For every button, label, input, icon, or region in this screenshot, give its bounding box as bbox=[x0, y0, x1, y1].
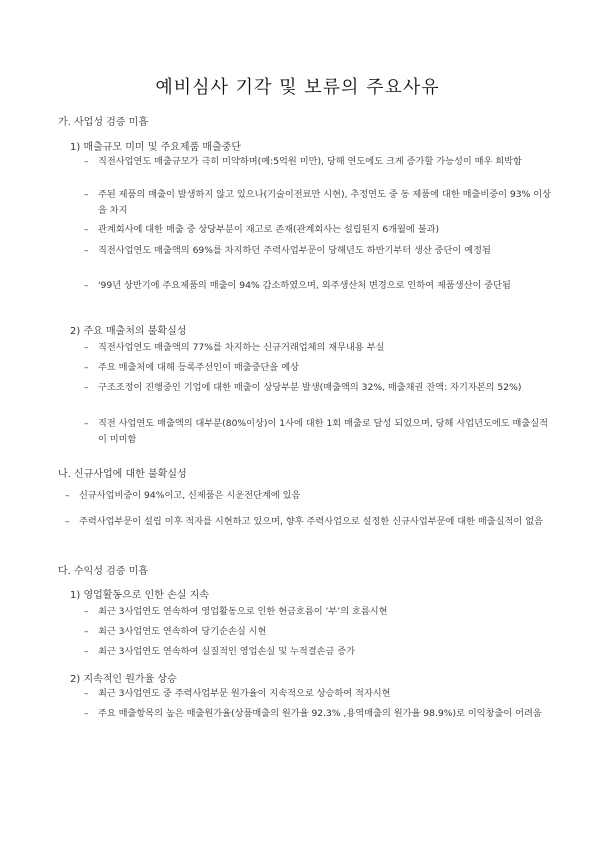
list-item bbox=[84, 340, 554, 356]
list-item-text: 직전사업연도 매출액의 69%를 차지하던 주력사업부문이 당해년도 하반기부터 생산 중단이 예정됨 bbox=[98, 245, 491, 256]
list-item bbox=[84, 154, 554, 170]
section-heading: 나. 신규사업에 대한 불확실성 bbox=[58, 469, 187, 480]
bullet-dash: – bbox=[84, 382, 89, 393]
bullet-dash: – bbox=[84, 418, 89, 429]
section-heading: 가. 사업성 검증 미흡 bbox=[58, 117, 148, 128]
subsection-heading: 2) 주요 매출처의 불확실성 bbox=[70, 326, 187, 337]
subsection-heading: 2) 지속적인 원가율 상승 bbox=[70, 674, 177, 685]
list-item-text: 최근 3사업연도 연속하여 실질적인 영업손실 및 누적결손금 증가 bbox=[98, 646, 356, 657]
list-item bbox=[65, 514, 555, 530]
subsection-heading: 1) 매출규모 미미 및 주요제품 매출중단 bbox=[70, 142, 242, 153]
list-item bbox=[84, 706, 554, 722]
bullet-dash: – bbox=[84, 189, 89, 200]
bullet-dash: – bbox=[84, 342, 89, 353]
list-item-text: 신규사업비중이 94%이고, 신제품은 시운전단계에 있음 bbox=[79, 490, 301, 501]
list-item-text: 주력사업부문이 설립 이후 적자를 시현하고 있으며, 향후 주력사업으로 설정한 신규사업부문에 대한 매출실적이 없음 bbox=[79, 516, 543, 527]
list-item bbox=[84, 243, 554, 259]
bullet-dash: – bbox=[84, 606, 89, 617]
list-item-text: 구조조정이 진행중인 기업에 대한 매출이 상당부분 발생(매출액의 32%, 매출채권 잔액: 자기자본의 52%) bbox=[98, 382, 522, 393]
list-item-text: 최근 3사업연도 중 주력사업부문 원가율이 지속적으로 상승하여 적자시현 bbox=[98, 688, 391, 699]
list-item bbox=[84, 278, 554, 294]
list-item bbox=[84, 686, 554, 702]
list-item bbox=[84, 604, 554, 620]
bullet-dash: – bbox=[84, 362, 89, 373]
page-title: 예비심사 기각 및 보류의 주요사유 bbox=[155, 77, 440, 98]
list-item bbox=[84, 644, 554, 660]
bullet-dash: – bbox=[84, 626, 89, 637]
list-item-text: 최근 3사업연도 연속하여 영업활동으로 인한 현금흐름이 ‘부’의 흐름시현 bbox=[98, 606, 388, 617]
subsection-heading: 1) 영업활동으로 인한 손실 지속 bbox=[70, 590, 209, 601]
bullet-dash: – bbox=[84, 280, 89, 291]
list-item bbox=[84, 416, 554, 448]
bullet-dash: – bbox=[84, 156, 89, 167]
section-heading: 다. 수익성 검증 미흡 bbox=[58, 566, 148, 577]
bullet-dash: – bbox=[84, 708, 89, 719]
list-item bbox=[84, 380, 554, 396]
list-item bbox=[84, 187, 554, 219]
list-item-text: 직전 사업연도 매출액의 대부분(80%이상)이 1사에 대한 1회 매출로 달성 되었으며, 당해 사업년도에도 매출실적이 미미함 bbox=[98, 418, 548, 445]
list-item-text: 직전사업연도 매출액의 77%를 차지하는 신규거래업체의 재무내용 부실 bbox=[98, 342, 385, 353]
bullet-dash: – bbox=[84, 688, 89, 699]
list-item-text: 주요 매출처에 대해 등록주선인이 매출중단을 예상 bbox=[98, 362, 299, 373]
list-item bbox=[65, 488, 555, 504]
list-item bbox=[84, 360, 554, 376]
bullet-dash: – bbox=[84, 646, 89, 657]
bullet-dash: – bbox=[65, 516, 70, 527]
bullet-dash: – bbox=[84, 224, 89, 235]
bullet-dash: – bbox=[65, 490, 70, 501]
list-item-text: 주요 매출항목의 높은 매출원가율(상품매출의 원가율 92.3% ,용역매출의 원가율 98.9%)로 이익창출이 어려움 bbox=[98, 708, 542, 719]
list-item bbox=[84, 624, 554, 640]
bullet-dash: – bbox=[84, 245, 89, 256]
list-item bbox=[84, 222, 554, 238]
list-item-text: 관계회사에 대한 매출 중 상당부분이 재고로 존재(관계회사는 설립된지 6개월에 불과) bbox=[98, 224, 440, 235]
list-item-text: 직전사업연도 매출규모가 극히 미약하며(예:5억원 미만), 당해 연도에도 크게 증가할 가능성이 매우 희박함 bbox=[98, 156, 522, 167]
list-item-text: 주된 제품의 매출이 발생하지 않고 있으나(기술이전료만 시현), 추정연도 중 동 제품에 대한 매출비중이 93% 이상을 차지 bbox=[98, 189, 552, 216]
list-item-text: '99년 상반기에 주요제품의 매출이 94% 감소하였으며, 외주생산처 변경으로 인하여 제품생산이 중단됨 bbox=[98, 280, 511, 291]
list-item-text: 최근 3사업연도 연속하여 당기순손실 시현 bbox=[98, 626, 267, 637]
